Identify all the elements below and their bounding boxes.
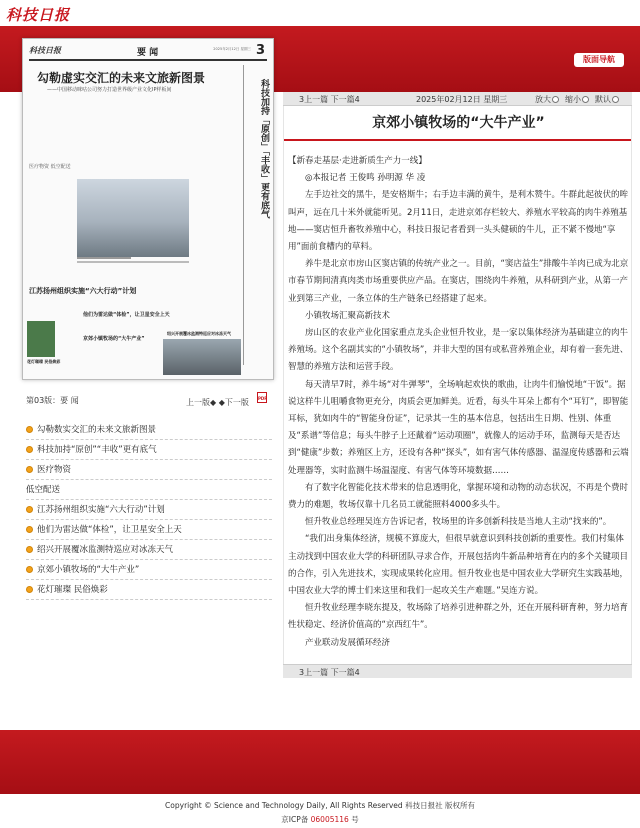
article-list-item[interactable] <box>26 540 272 560</box>
article-list-title[interactable]: 医疗物资 <box>37 464 72 475</box>
thumbnail-photo-road <box>163 339 241 375</box>
zoom-in-option[interactable]: 放大 <box>535 94 559 105</box>
article-pager-bottom <box>283 664 632 678</box>
thumbnail-lantern-caption[interactable]: 花灯璀璨 民俗焕彩 <box>27 359 61 364</box>
article-paragraph: 每天清早7时，养牛场“对牛弹琴”，全场响起欢快的歌曲，让肉牛们愉悦地“干饭”。据说这样牛儿咀嚼食物更充分，肉质会更加鲜美。近看，每头牛耳朵上都有个“耳钉”，即智能耳标，犹如肉牛的“智能身份证”，记录其一生的基本信息，包括出生日期、性别、体重及“系谱”等信息；每头牛脖子上还戴着“运动项圈”，就像人的运动手环，监测每天是否达到“健康”步数；养殖区上方，还设有各种“探头”，如有害气体传感器、温湿度传感器和云端处理器等，实时监测牛场温湿度、有害气体等环境数据…… <box>288 379 629 476</box>
thumbnail-masthead <box>29 43 267 61</box>
article-list-item[interactable] <box>26 420 272 440</box>
text-size-controls <box>535 94 619 105</box>
article-list-item[interactable] <box>26 580 272 600</box>
thumbnail-text-line <box>77 261 189 263</box>
article-toolbar <box>283 92 632 106</box>
article-list-title[interactable]: 江苏扬州组织实施“六大行动”计划 <box>37 504 165 515</box>
article-title: 京郊小镇牧场的“大牛产业” <box>372 115 545 131</box>
article-paragraph: 小镇牧场汇聚高新技术 <box>305 310 391 321</box>
thumbnail-side-column[interactable]: 医疗物资 低空配送 <box>29 164 71 170</box>
thumbnail-date: 2025年2月12日 星期三 <box>213 47 251 51</box>
article-content <box>283 106 632 664</box>
article-list-title[interactable]: 他们为雷达做“体检”，让卫星安全上天 <box>37 524 182 535</box>
article-paragraph: 左手边社交的黑牛，是安格斯牛；右手边丰满的黄牛，是利木赞牛。牛群此起彼伏的哞叫声，远在几十米外就能听见。2月11日，走进京郊存栏较大、养殖水平较高的肉牛养殖基地——窦店恒升畜牧养殖中心，科技日报记者看到一头头健硕的牛儿，正不紧不慢地“享用”面前食槽内的草料。 <box>288 190 629 253</box>
next-page-link[interactable]: 下一版 <box>224 398 249 407</box>
article-list-item[interactable] <box>26 520 272 540</box>
default-size-radio[interactable] <box>612 96 619 103</box>
thumbnail-divider <box>243 65 244 365</box>
prev-arrow-icon: ◆ <box>210 398 217 407</box>
article-paragraph: 恒升牧业总经理吴连方告诉记者，牧场里的许多创新科技是当地人主动“找来的”。 <box>305 517 612 528</box>
thumbnail-vertical-headline[interactable]: 科技加持「原创」「丰收」更有底气 <box>259 79 269 219</box>
thumbnail-headline[interactable]: 勾勒虚实交汇的未来文旅新图景 <box>37 71 206 85</box>
article-list-title[interactable]: 花灯璀璨 民俗焕彩 <box>37 584 108 595</box>
site-logo[interactable]: 科技日报 <box>6 6 71 24</box>
thumbnail-logo: 科技日报 <box>29 45 61 55</box>
bullet-icon <box>26 426 33 433</box>
edition-label: 第03版：要 闻 <box>26 396 79 405</box>
issue-date: 2025年02月12日 星期三 <box>416 95 508 104</box>
article-paragraph: 有了数字化智能化技术带来的信息透明化，掌握环境和动物的动态状况，不再是个费时费力的难题，牧场仅靠十几名员工就能照料4000多头牛。 <box>288 482 629 511</box>
newspaper-page-thumbnail[interactable] <box>22 38 274 380</box>
thumbnail-col2-headline[interactable]: 他们为雷达做“体检”，让卫星安全上天 <box>83 312 170 318</box>
icp-number-link[interactable]: 06005116 <box>310 815 349 824</box>
copyright-text: Copyright © Science and Technology Daily, All Rights Reserved 科技日报社 版权所有 <box>165 801 475 810</box>
article-paragraph: 养牛是北京市房山区窦店镇的传统产业之一。目前，“窦店益生”排酸牛羊肉已成为北京市春节期间清真肉类市场重要供应产品。在窦店，围绕肉牛养殖，从科研到产业，从第一产业到第三产业，一条立体的生产链条已经搭建了起来。 <box>288 259 629 304</box>
article-list-item[interactable] <box>26 560 272 580</box>
article-list <box>26 420 272 600</box>
thumbnail-photo-city <box>77 179 189 257</box>
article-list-item[interactable] <box>26 440 272 460</box>
next-article-link-bottom[interactable]: 下一篇4 <box>330 668 360 677</box>
prev-article-link-bottom[interactable]: 3上一篇 <box>299 668 329 677</box>
article-paragraph: 产业联动发展循环经济 <box>305 637 391 648</box>
next-arrow-icon: ◆ <box>218 398 225 407</box>
article-body <box>288 153 629 652</box>
zoom-out-radio[interactable] <box>582 96 589 103</box>
article-list-title[interactable]: 绍兴开展覆冰监测特巡应对冰冻天气 <box>37 544 174 555</box>
prev-page-link[interactable]: 上一版 <box>186 398 210 407</box>
article-paragraph: ◎本报记者 王俊鸣 孙明源 华 凌 <box>305 173 426 184</box>
thumbnail-photo-rule <box>77 257 131 259</box>
article-list-item[interactable] <box>26 480 272 500</box>
article-title-rule <box>284 139 632 141</box>
article-pager-top <box>299 94 360 105</box>
bullet-icon <box>26 566 33 573</box>
default-size-option[interactable]: 默认 <box>595 94 619 105</box>
article-list-title[interactable]: 科技加持“原创”“丰收”更有底气 <box>37 444 157 455</box>
bullet-icon <box>26 446 33 453</box>
bullet-icon <box>26 506 33 513</box>
thumbnail-photo-lanterns <box>27 321 55 357</box>
article-list-item[interactable] <box>26 460 272 480</box>
article-list-title[interactable]: 勾勒数实交汇的未来文旅新图景 <box>37 424 157 435</box>
bullet-icon <box>26 466 33 473</box>
thumbnail-section: 要 闻 <box>137 48 159 58</box>
next-article-link[interactable]: 下一篇4 <box>330 95 360 104</box>
thumbnail-subline: ——中国移动咪咕公司努力打造世界级产业文化IP样板间 <box>47 87 172 93</box>
thumbnail-col4-headline[interactable]: 绍兴开展覆冰监测特巡应对冰冻天气 <box>167 331 231 336</box>
layout-nav-button[interactable]: 版面导航 <box>574 53 624 67</box>
bullet-icon <box>26 546 33 553</box>
bullet-icon <box>26 526 33 533</box>
thumbnail-page-number: 3 <box>255 43 265 58</box>
thumbnail-col1-headline[interactable]: 江苏扬州组织实施“六大行动”计划 <box>29 287 137 295</box>
article-list-item[interactable] <box>26 500 272 520</box>
thumbnail-col3-headline[interactable]: 京郊小镇牧场的“大牛产业” <box>83 336 145 342</box>
article-list-title[interactable]: 低空配送 <box>26 484 61 495</box>
article-paragraph: “我们出身集体经济，规模不算庞大，但很早就意识到科技创新的重要性。我们村集体主动找到中国农业大学的科研团队寻求合作，开展包括肉牛新品种培育在内的多个关键项目的合作，引入先进技术，实现成果转化应用。恒升牧业也是中国农业大学研究生实践基地，中国农业大学的博士们来这里和我们一起攻关生产难题。”吴连方说。 <box>288 534 629 597</box>
page-navigation <box>186 397 249 408</box>
bullet-icon <box>26 586 33 593</box>
zoom-in-radio[interactable] <box>552 96 559 103</box>
pdf-icon[interactable]: PDF <box>257 392 267 403</box>
icp-license: 京ICP备 06005116 号 <box>281 815 359 824</box>
zoom-out-option[interactable]: 缩小 <box>565 94 589 105</box>
article-paragraph: 【新春走基层·走进新质生产力一线】 <box>288 156 427 166</box>
prev-article-link[interactable]: 3上一篇 <box>299 95 329 104</box>
footer-banner <box>0 730 640 794</box>
article-paragraph: 恒升牧业经理李晓东提及，牧场除了培养引进种群之外，还在开展科研育种，努力培育性状稳定、经济价值高的“京西红牛”。 <box>288 603 629 631</box>
article-paragraph: 房山区的农业产业化国家重点龙头企业恒升牧业，是一家以集体经济为基础建立的肉牛养殖场。这个名副其实的“小镇牧场”，并非大型的国有或私营养殖企业，却有着一套先进、智慧的养殖方法和运营手段。 <box>288 328 629 373</box>
article-list-title[interactable]: 京郊小镇牧场的“大牛产业” <box>37 564 140 575</box>
